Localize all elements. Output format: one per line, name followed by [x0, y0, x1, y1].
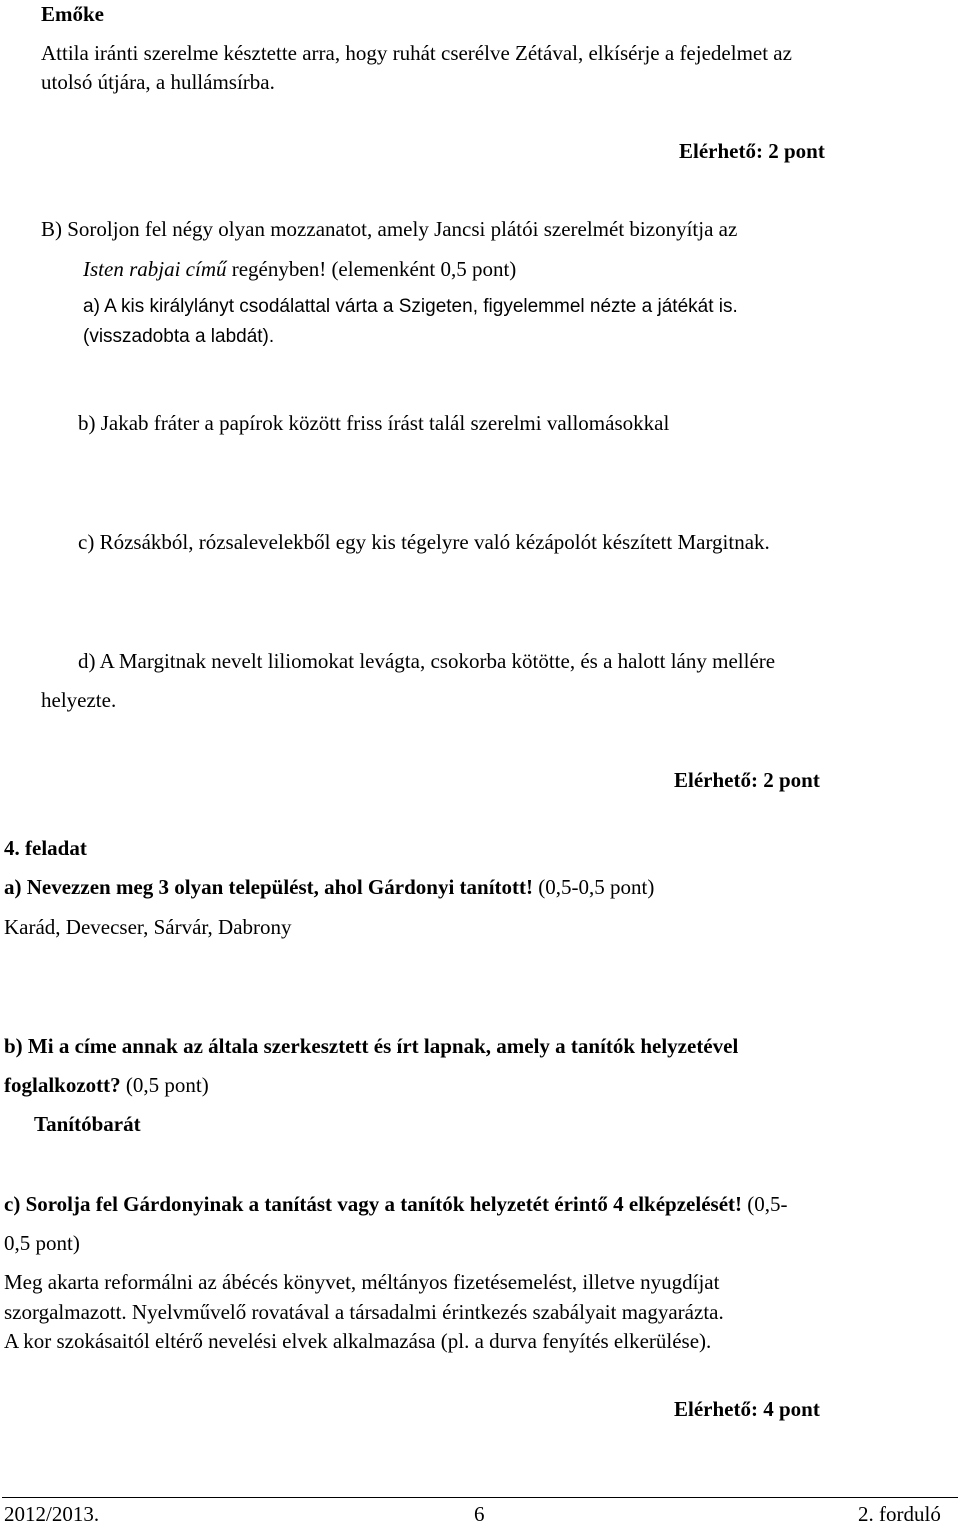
task-4-answer-a: Karád, Devecser, Sárvár, Dabrony: [4, 915, 292, 939]
task-4-question-c-line-2: 0,5 pont): [4, 1231, 80, 1255]
footer-school-year: 2012/2013.: [4, 1502, 100, 1526]
task-4-question-a-text: a) Nevezzen meg 3 olyan települést, ahol Gárdonyi tanított!: [4, 875, 534, 899]
task-4-question-a-note: (0,5-0,5 pont): [533, 875, 655, 899]
task-4-answer-c-line-2: szorgalmazott. Nyelvművelő rovatával a társadalmi érintkezés szabályait magyarázta.: [4, 1300, 724, 1324]
answer-b-d-line-2: helyezte.: [41, 688, 117, 712]
footer-round: 2. forduló: [858, 1502, 941, 1526]
answer-b-c: c) Rózsákból, rózsalevelekből egy kis tégelyre való kézápolót készített Margitnak.: [78, 530, 770, 554]
footer-divider: [2, 1497, 958, 1498]
task-4-question-c-note: (0,5-: [742, 1192, 788, 1216]
task-4-question-b-line-1: b) Mi a címe annak az általa szerkesztett és írt lapnak, amely a tanítók helyzetével: [4, 1034, 739, 1058]
question-b-line-2: [83, 259, 516, 280]
task-4-answer-c-line-3: A kor szokásaitól eltérő nevelési elvek alkalmazása (pl. a durva fenyítés elkerülése).: [4, 1329, 712, 1353]
task-4-question-c-line-1: [4, 1194, 788, 1215]
question-b-line-2-rest: regényben!: [226, 257, 327, 281]
emoke-text-line-1: Attila iránti szerelme késztette arra, hogy ruhát cserélve Zétával, elkísérje a fejedelmet az: [41, 41, 792, 65]
points-available-3: Elérhető: 4 pont: [674, 1397, 820, 1421]
answer-b-a-line-2: (visszadobta a labdát).: [83, 326, 275, 347]
task-4-heading: 4. feladat: [4, 836, 87, 860]
task-4-question-b-line-2: [4, 1075, 209, 1096]
question-b-scoring-note: (elemenként 0,5 pont): [326, 257, 517, 281]
task-4-question-a: [4, 877, 654, 898]
question-b-line-1: B) Soroljon fel négy olyan mozzanatot, amely Jancsi plátói szerelmét bizonyítja az: [41, 217, 738, 241]
task-4-question-b-note: (0,5 pont): [120, 1073, 209, 1097]
task-4-question-b-text: foglalkozott?: [4, 1073, 121, 1097]
answer-b-a-line-1: a) A kis királylányt csodálattal várta a Szigeten, figyelemmel nézte a játékát is.: [83, 296, 738, 317]
answer-b-b: b) Jakab fráter a papírok között friss írást talál szerelmi vallomásokkal: [78, 411, 670, 435]
answer-b-d-line-1: d) A Margitnak nevelt liliomokat levágta, csokorba kötötte, és a halott lány mellére: [78, 649, 776, 673]
emoke-text-line-2: utolsó útjára, a hullámsírba.: [41, 70, 275, 94]
points-available-1: Elérhető: 2 pont: [679, 139, 825, 163]
section-heading-emoke: Emőke: [41, 2, 104, 26]
task-4-answer-b: Tanítóbarát: [34, 1112, 141, 1136]
task-4-answer-c-line-1: Meg akarta reformálni az ábécés könyvet, méltányos fizetésemelést, illetve nyugdíjat: [4, 1270, 720, 1294]
novel-title: Isten rabjai című: [83, 257, 227, 281]
points-available-2: Elérhető: 2 pont: [674, 768, 820, 792]
task-4-question-c-text: c) Sorolja fel Gárdonyinak a tanítást vagy a tanítók helyzetét érintő 4 elképzelését!: [4, 1192, 743, 1216]
footer-page-number: 6: [474, 1502, 485, 1526]
